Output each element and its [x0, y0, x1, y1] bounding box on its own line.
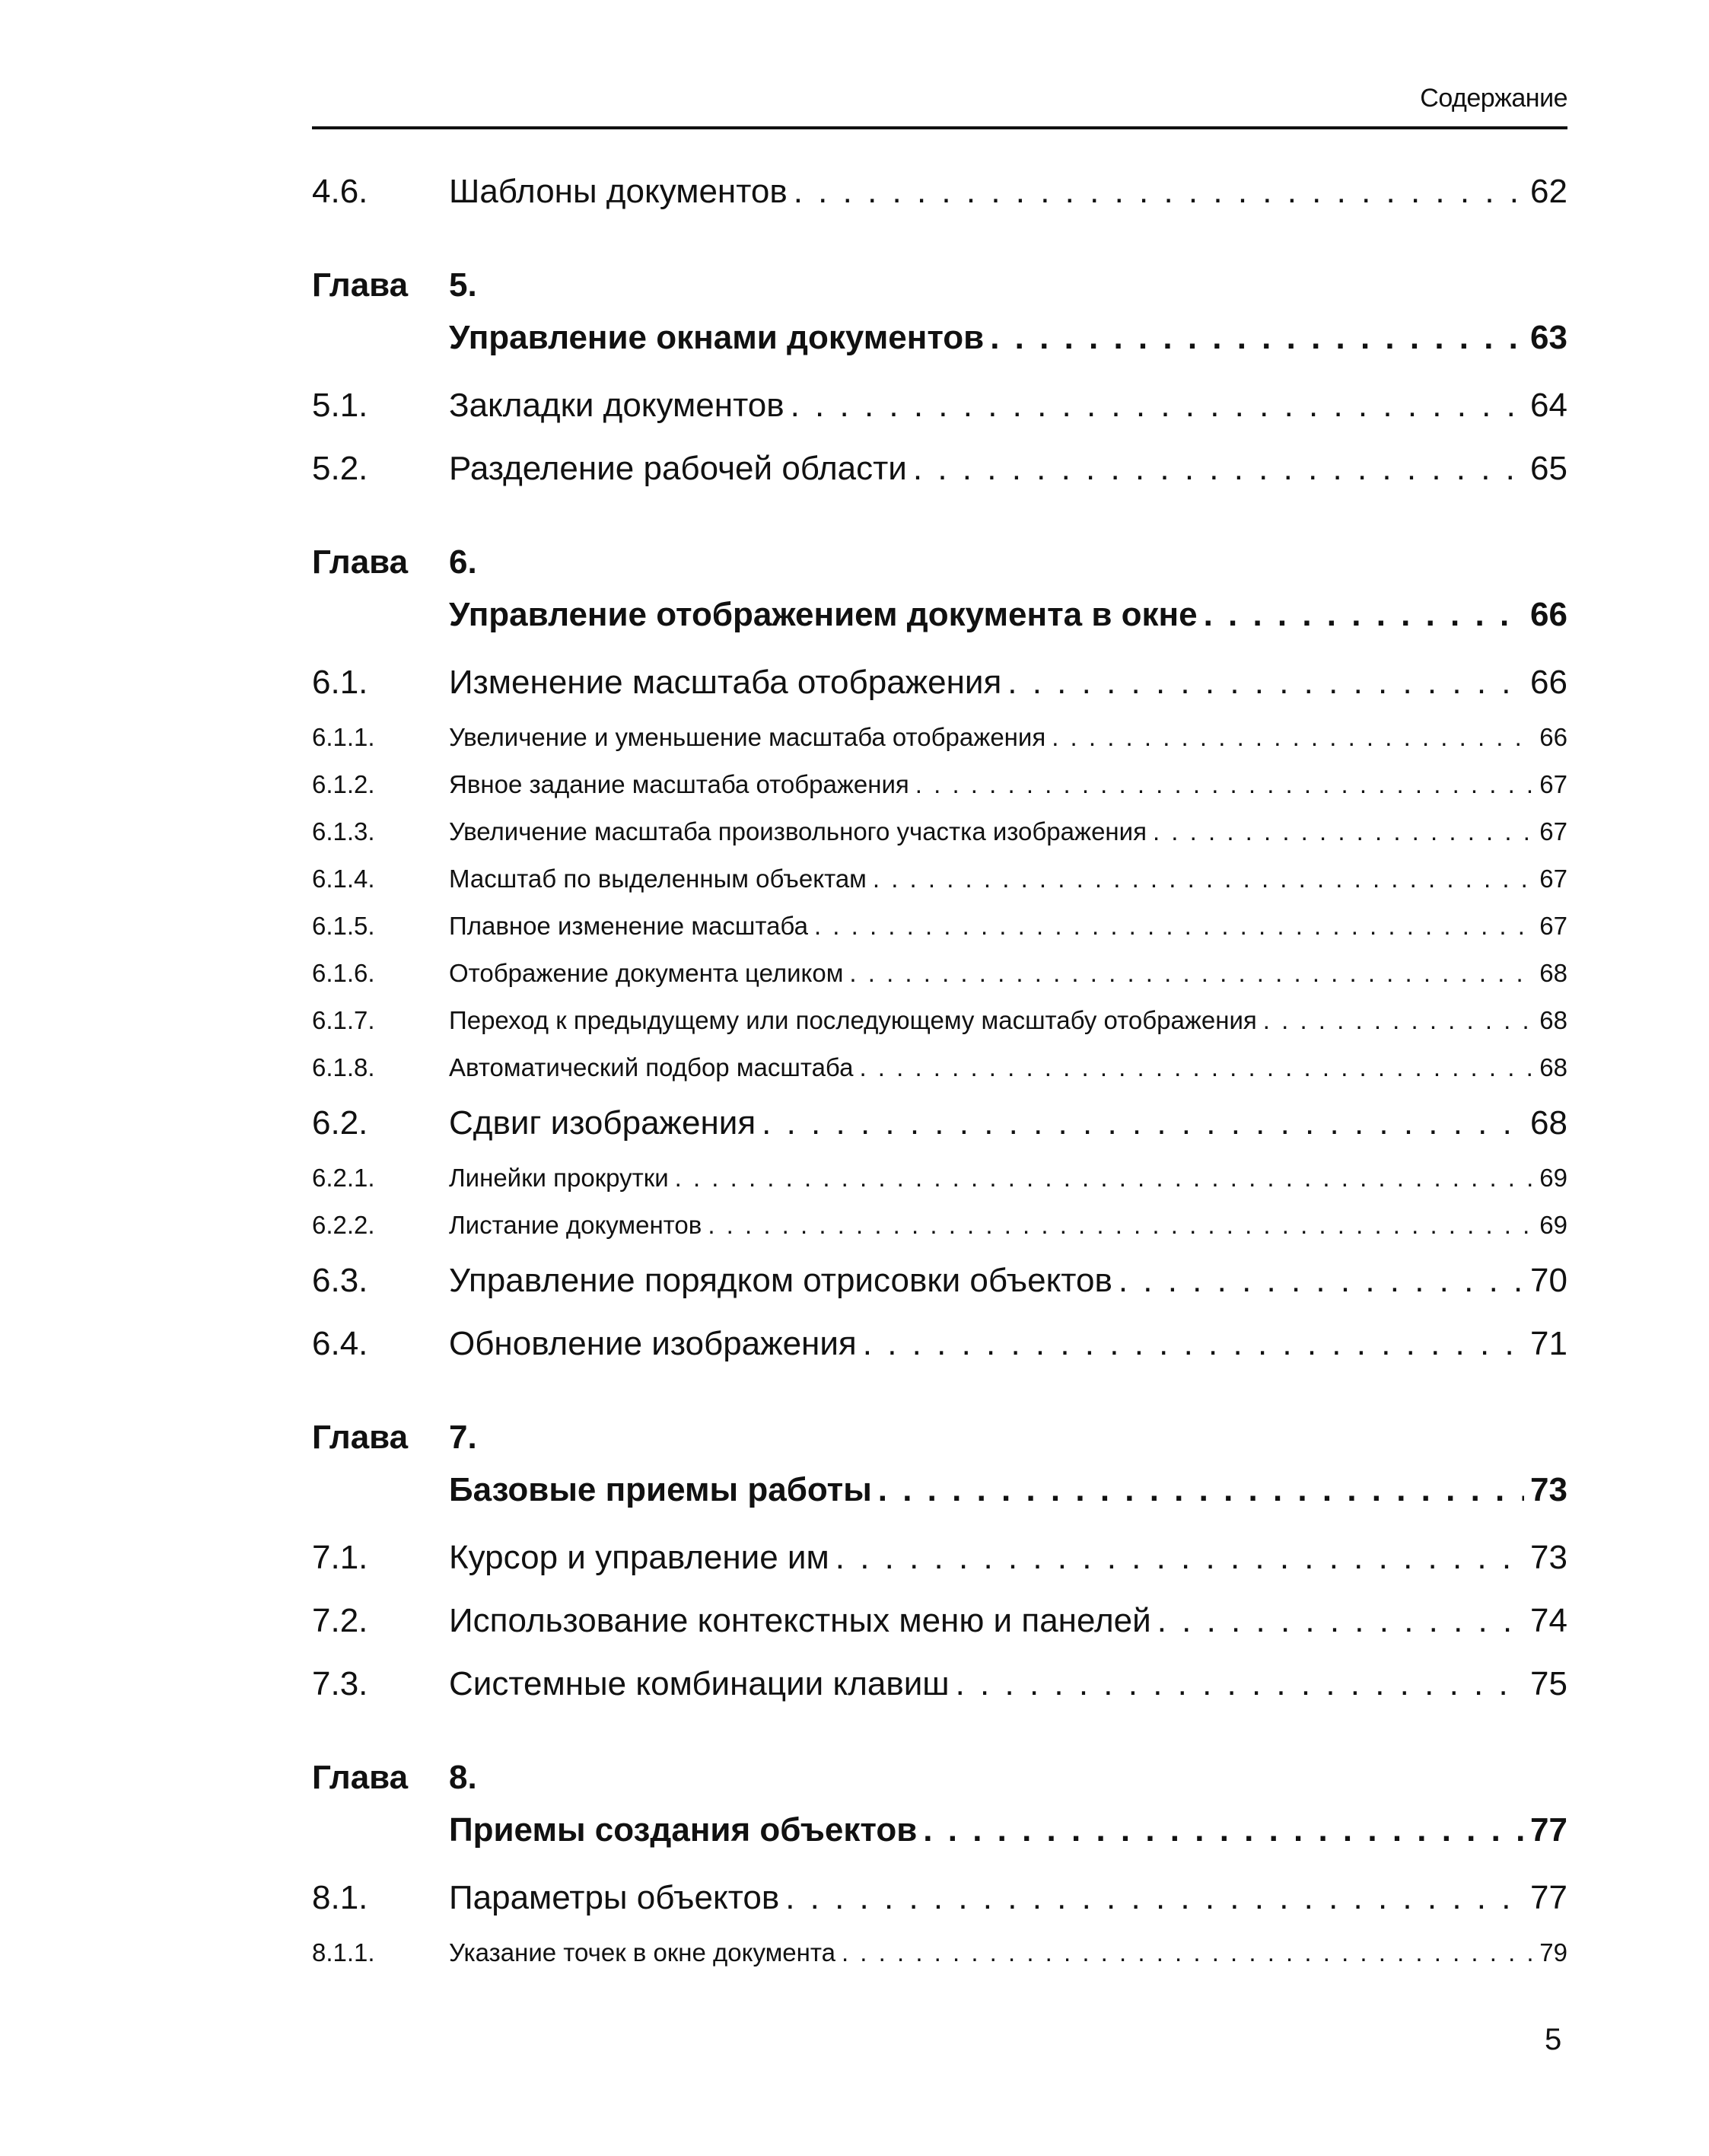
toc-subentry[interactable]	[312, 855, 1567, 903]
dot-leader	[913, 437, 1524, 500]
toc-entry-number: 4.6.	[312, 173, 368, 210]
toc-subentry[interactable]	[312, 1044, 1567, 1091]
toc-entry-page: 66	[1530, 664, 1567, 701]
table-of-contents	[312, 160, 1567, 1976]
dot-leader	[1153, 808, 1533, 855]
toc-entry-page: 70	[1530, 1262, 1567, 1299]
toc-entry-page: 67	[1539, 912, 1567, 940]
toc-entry-title: Шаблоны документов	[449, 173, 788, 210]
dot-leader	[878, 1460, 1524, 1520]
chapter-page: 73	[1530, 1471, 1567, 1508]
chapter-label: Глава	[312, 1759, 409, 1796]
dot-leader	[762, 1091, 1524, 1154]
chapter-number: 6.	[449, 543, 477, 581]
chapter-8	[312, 1755, 1567, 1860]
dot-leader	[849, 950, 1533, 997]
dot-leader	[915, 761, 1533, 808]
toc-entry-page: 68	[1539, 959, 1567, 987]
dot-leader	[873, 855, 1533, 903]
toc-entry-page: 68	[1539, 1006, 1567, 1034]
toc-entry-page: 69	[1539, 1211, 1567, 1239]
chapter-heading	[312, 540, 1567, 585]
toc-entry-number: 6.1.7.	[312, 1006, 375, 1034]
toc-entry-page: 62	[1530, 173, 1567, 210]
chapter-label: Глава	[312, 266, 409, 304]
toc-entry[interactable]	[312, 437, 1567, 500]
toc-entry-title: Изменение масштаба отображения	[449, 664, 1002, 701]
toc-entry-title: Управление порядком отрисовки объектов	[449, 1262, 1112, 1299]
toc-subentry[interactable]	[312, 997, 1567, 1044]
toc-entry-title: Отображение документа целиком	[449, 959, 844, 987]
chapter-6-entries	[312, 651, 1567, 1375]
dot-leader	[794, 160, 1524, 223]
chapter-page: 77	[1530, 1811, 1567, 1849]
toc-entry-number: 6.1.3.	[312, 817, 375, 846]
toc-entry-page: 73	[1530, 1539, 1567, 1576]
chapter-5-entries	[312, 374, 1567, 500]
toc-entry-title: Листание документов	[449, 1211, 702, 1239]
toc-entry-page: 64	[1530, 387, 1567, 424]
chapter-7-entries	[312, 1526, 1567, 1715]
dot-leader	[859, 1044, 1533, 1091]
toc-subentry[interactable]	[312, 950, 1567, 997]
toc-entry-title: Сдвиг изображения	[449, 1104, 756, 1142]
chapter-number: 8.	[449, 1759, 477, 1796]
toc-entry[interactable]	[312, 651, 1567, 714]
toc-entry-title: Автоматический подбор масштаба	[449, 1053, 854, 1081]
dot-leader	[956, 1652, 1524, 1715]
toc-entry-page: 75	[1530, 1665, 1567, 1702]
toc-subentry[interactable]	[312, 903, 1567, 950]
toc-entry[interactable]	[312, 1249, 1567, 1312]
toc-entry-title: Плавное изменение масштаба	[449, 912, 808, 940]
toc-entry-title: Явное задание масштаба отображения	[449, 770, 909, 798]
dot-leader	[785, 1866, 1524, 1929]
chapter-label: Глава	[312, 543, 409, 581]
toc-entry-number: 7.3.	[312, 1665, 368, 1702]
dot-leader	[791, 374, 1524, 437]
toc-entry-page: 66	[1539, 723, 1567, 751]
dot-leader	[863, 1312, 1524, 1375]
dot-leader	[708, 1202, 1533, 1249]
chapter-title: Управление отображением документа в окне	[449, 596, 1198, 633]
dot-leader	[1119, 1249, 1524, 1312]
toc-chapter-title-8[interactable]	[312, 1801, 1567, 1860]
chapter-heading	[312, 1755, 1567, 1801]
dot-leader	[990, 308, 1524, 368]
toc-subentry[interactable]	[312, 1154, 1567, 1202]
toc-entry-number: 5.1.	[312, 387, 368, 424]
toc-entry[interactable]	[312, 1091, 1567, 1154]
toc-entry-title: Увеличение и уменьшение масштаба отображения	[449, 723, 1046, 751]
dot-leader	[1263, 997, 1533, 1044]
toc-entry-number: 6.1.5.	[312, 912, 375, 940]
toc-entry-number: 7.1.	[312, 1539, 368, 1576]
page-number: 5	[1545, 2023, 1562, 2056]
toc-entry-title: Использование контекстных меню и панелей	[449, 1602, 1151, 1639]
toc-entry-page: 68	[1530, 1104, 1567, 1142]
toc-entry-page: 69	[1539, 1164, 1567, 1192]
toc-entry-number: 6.1.2.	[312, 770, 375, 798]
toc-subentry[interactable]	[312, 761, 1567, 808]
dot-leader	[1007, 651, 1524, 714]
running-header	[312, 76, 1567, 129]
chapter-title: Приемы создания объектов	[449, 1811, 918, 1849]
chapter-7	[312, 1415, 1567, 1520]
dot-leader	[923, 1801, 1524, 1860]
dot-leader	[1157, 1589, 1524, 1652]
toc-entry-page: 71	[1530, 1325, 1567, 1362]
toc-entry[interactable]	[312, 374, 1567, 437]
toc-entry-number: 6.1.	[312, 664, 368, 701]
chapter-8-entries	[312, 1866, 1567, 1976]
toc-entry-4-6[interactable]	[312, 160, 1567, 223]
toc-entry-page: 65	[1530, 450, 1567, 487]
toc-entry[interactable]	[312, 1652, 1567, 1715]
toc-subentry[interactable]	[312, 1929, 1567, 1976]
dot-leader	[1052, 714, 1533, 761]
toc-entry-number: 6.4.	[312, 1325, 368, 1362]
toc-entry[interactable]	[312, 1866, 1567, 1929]
toc-entry-number: 6.1.4.	[312, 865, 375, 893]
toc-entry[interactable]	[312, 1589, 1567, 1652]
toc-entry-number: 6.2.2.	[312, 1211, 375, 1239]
toc-entry-number: 6.1.1.	[312, 723, 375, 751]
dot-leader	[675, 1154, 1534, 1202]
toc-entry-title: Увеличение масштаба произвольного участка изображения	[449, 817, 1147, 846]
chapter-heading	[312, 263, 1567, 308]
running-header-title: Содержание	[1420, 84, 1567, 113]
toc-entry-title: Курсор и управление им	[449, 1539, 829, 1576]
toc-subentry[interactable]	[312, 714, 1567, 761]
toc-chapter-title-6[interactable]	[312, 585, 1567, 645]
toc-entry-number: 7.2.	[312, 1602, 368, 1639]
toc-entry-page: 74	[1530, 1602, 1567, 1639]
chapter-5	[312, 263, 1567, 368]
dot-leader	[1204, 585, 1524, 645]
toc-entry-number: 5.2.	[312, 450, 368, 487]
chapter-number: 5.	[449, 266, 477, 304]
toc-entry-page: 67	[1539, 770, 1567, 798]
toc-entry-title: Указание точек в окне документа	[449, 1938, 835, 1967]
toc-entry-number: 6.1.8.	[312, 1053, 375, 1081]
toc-entry-title: Обновление изображения	[449, 1325, 857, 1362]
toc-entry-title: Системные комбинации клавиш	[449, 1665, 950, 1702]
toc-entry[interactable]	[312, 1526, 1567, 1589]
toc-chapter-title-7[interactable]	[312, 1460, 1567, 1520]
toc-entry-number: 6.3.	[312, 1262, 368, 1299]
toc-entry-number: 8.1.	[312, 1879, 368, 1916]
toc-entry-page: 67	[1539, 817, 1567, 846]
dot-leader	[835, 1526, 1524, 1589]
chapter-heading	[312, 1415, 1567, 1460]
toc-entry-number: 6.2.	[312, 1104, 368, 1142]
chapter-label: Глава	[312, 1419, 409, 1456]
toc-entry-title: Закладки документов	[449, 387, 784, 424]
chapter-title: Управление окнами документов	[449, 319, 985, 356]
toc-entry[interactable]	[312, 1312, 1567, 1375]
toc-entry-page: 67	[1539, 865, 1567, 893]
chapter-title: Базовые приемы работы	[449, 1471, 872, 1508]
toc-entry-page: 68	[1539, 1053, 1567, 1081]
chapter-number: 7.	[449, 1419, 477, 1456]
chapter-6	[312, 540, 1567, 645]
chapter-page: 66	[1530, 596, 1567, 633]
toc-entry-title: Масштаб по выделенным объектам	[449, 865, 867, 893]
toc-entry-number: 6.1.6.	[312, 959, 375, 987]
dot-leader	[842, 1929, 1533, 1976]
toc-subentry[interactable]	[312, 808, 1567, 855]
toc-entry-page: 77	[1530, 1879, 1567, 1916]
chapter-page: 63	[1530, 319, 1567, 356]
toc-subentry[interactable]	[312, 1202, 1567, 1249]
toc-entry-page: 79	[1539, 1938, 1567, 1967]
dot-leader	[814, 903, 1533, 950]
toc-entry-title: Параметры объектов	[449, 1879, 780, 1916]
toc-entry-number: 6.2.1.	[312, 1164, 375, 1192]
toc-entry-number: 8.1.1.	[312, 1938, 375, 1967]
toc-entry-title: Линейки прокрутки	[449, 1164, 669, 1192]
toc-chapter-title-5[interactable]	[312, 308, 1567, 368]
toc-entry-title: Разделение рабочей области	[449, 450, 907, 487]
toc-entry-title: Переход к предыдущему или последующему масштабу отображения	[449, 1006, 1257, 1034]
